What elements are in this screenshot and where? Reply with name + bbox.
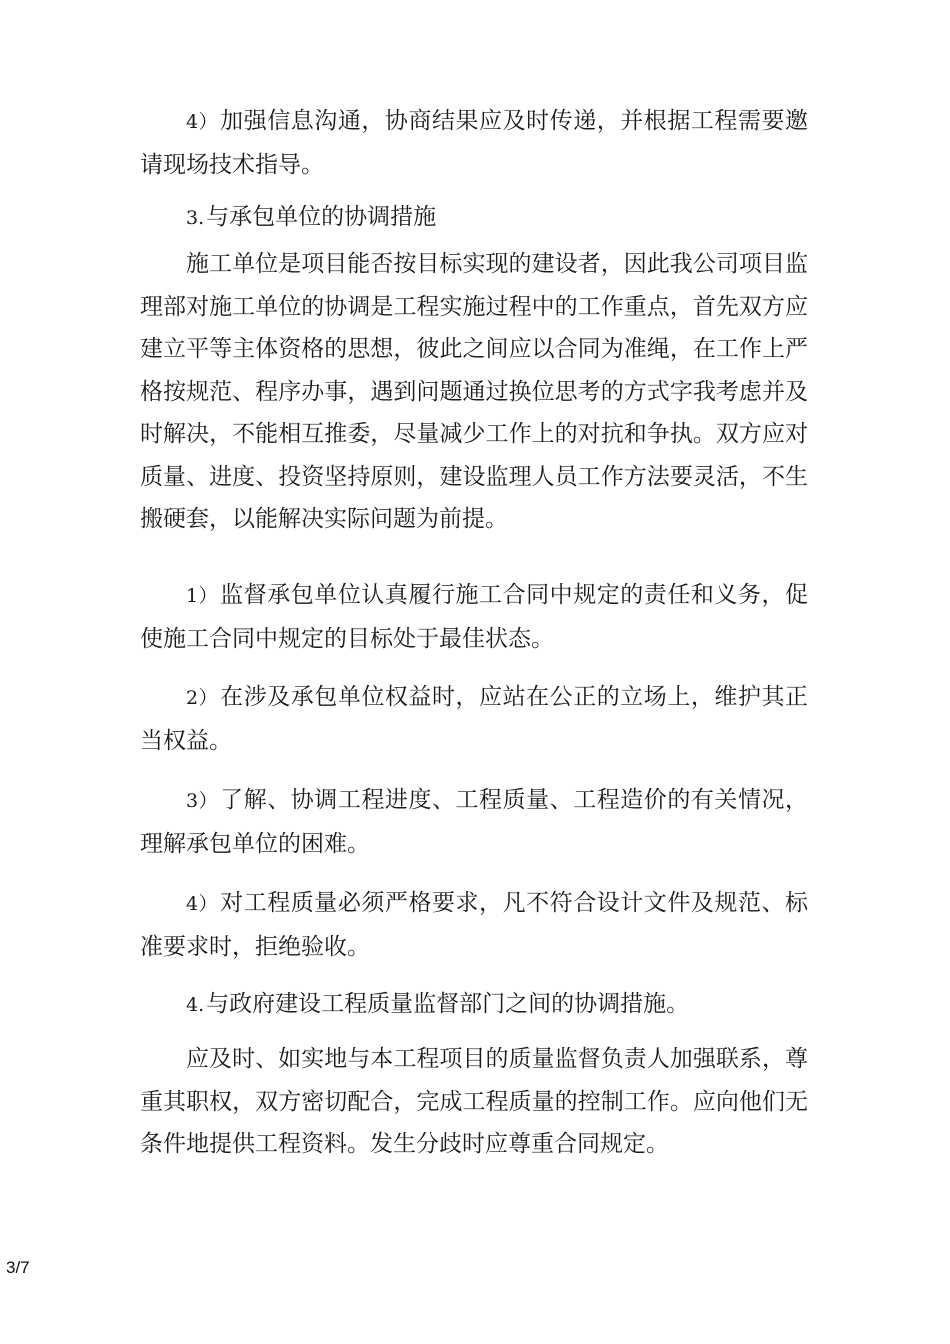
list-item xyxy=(140,779,808,865)
list-item-text: 了解、协调工程进度、工程质量、工程造价的有关情况，理解承包单位的困难。 xyxy=(140,787,809,857)
list-item xyxy=(140,100,808,186)
section-heading-number: 3. xyxy=(186,207,205,229)
list-item xyxy=(140,574,808,660)
list-item xyxy=(140,676,808,762)
section-heading-text: 与政府建设工程质量监督部门之间的协调措施。 xyxy=(206,991,690,1017)
section-heading xyxy=(186,196,436,240)
list-item-text: 对工程质量必须严格要求，凡不符合设计文件及规范、标准要求时，拒绝验收。 xyxy=(140,890,809,960)
list-item-number: 4） xyxy=(186,893,219,915)
section-heading-text: 与承包单位的协调措施 xyxy=(206,204,437,230)
page-number: 3/7 xyxy=(6,1258,30,1277)
list-item-number: 3） xyxy=(186,790,219,812)
body-paragraph: 应及时、如实地与本工程项目的质量监督负责人加强联系，尊重其职权，双方密切配合，完成工程质量的控制工作。应向他们无条件地提供工程资料。发生分歧时应尊重合同规定。 xyxy=(140,1046,808,1157)
list-item-text: 在涉及承包单位权益时，应站在公正的立场上，维护其正当权益。 xyxy=(140,684,809,754)
list-item-number: 2） xyxy=(186,687,219,709)
section-heading xyxy=(186,983,689,1027)
list-item-number: 1） xyxy=(186,585,219,607)
list-item-number: 4） xyxy=(186,111,219,133)
body-paragraph: 施工单位是项目能否按目标实现的建设者，因此我公司项目监理部对施工单位的协调是工程实施过程中的工作重点，首先双方应建立平等主体资格的思想，彼此之间应以合同为准绳，在工作上严格按规范、程序办事，遇到问题通过换位思考的方式字我考虑并及时解决，不能相互推委，尽量减少工作上的对抗和争执。双方应对质量、进度、投资坚持原则，建设监理人员工作方法要灵活，不生搬硬套，以能解决实际问题为前提。 xyxy=(140,251,808,532)
section-heading-number: 4. xyxy=(186,994,205,1016)
list-item-text: 监督承包单位认真履行施工合同中规定的责任和义务，促使施工合同中规定的目标处于最佳状态。 xyxy=(140,582,809,652)
list-item-text: 加强信息沟通，协商结果应及时传递，并根据工程需要邀请现场技术指导。 xyxy=(140,108,809,178)
list-item xyxy=(140,882,808,968)
